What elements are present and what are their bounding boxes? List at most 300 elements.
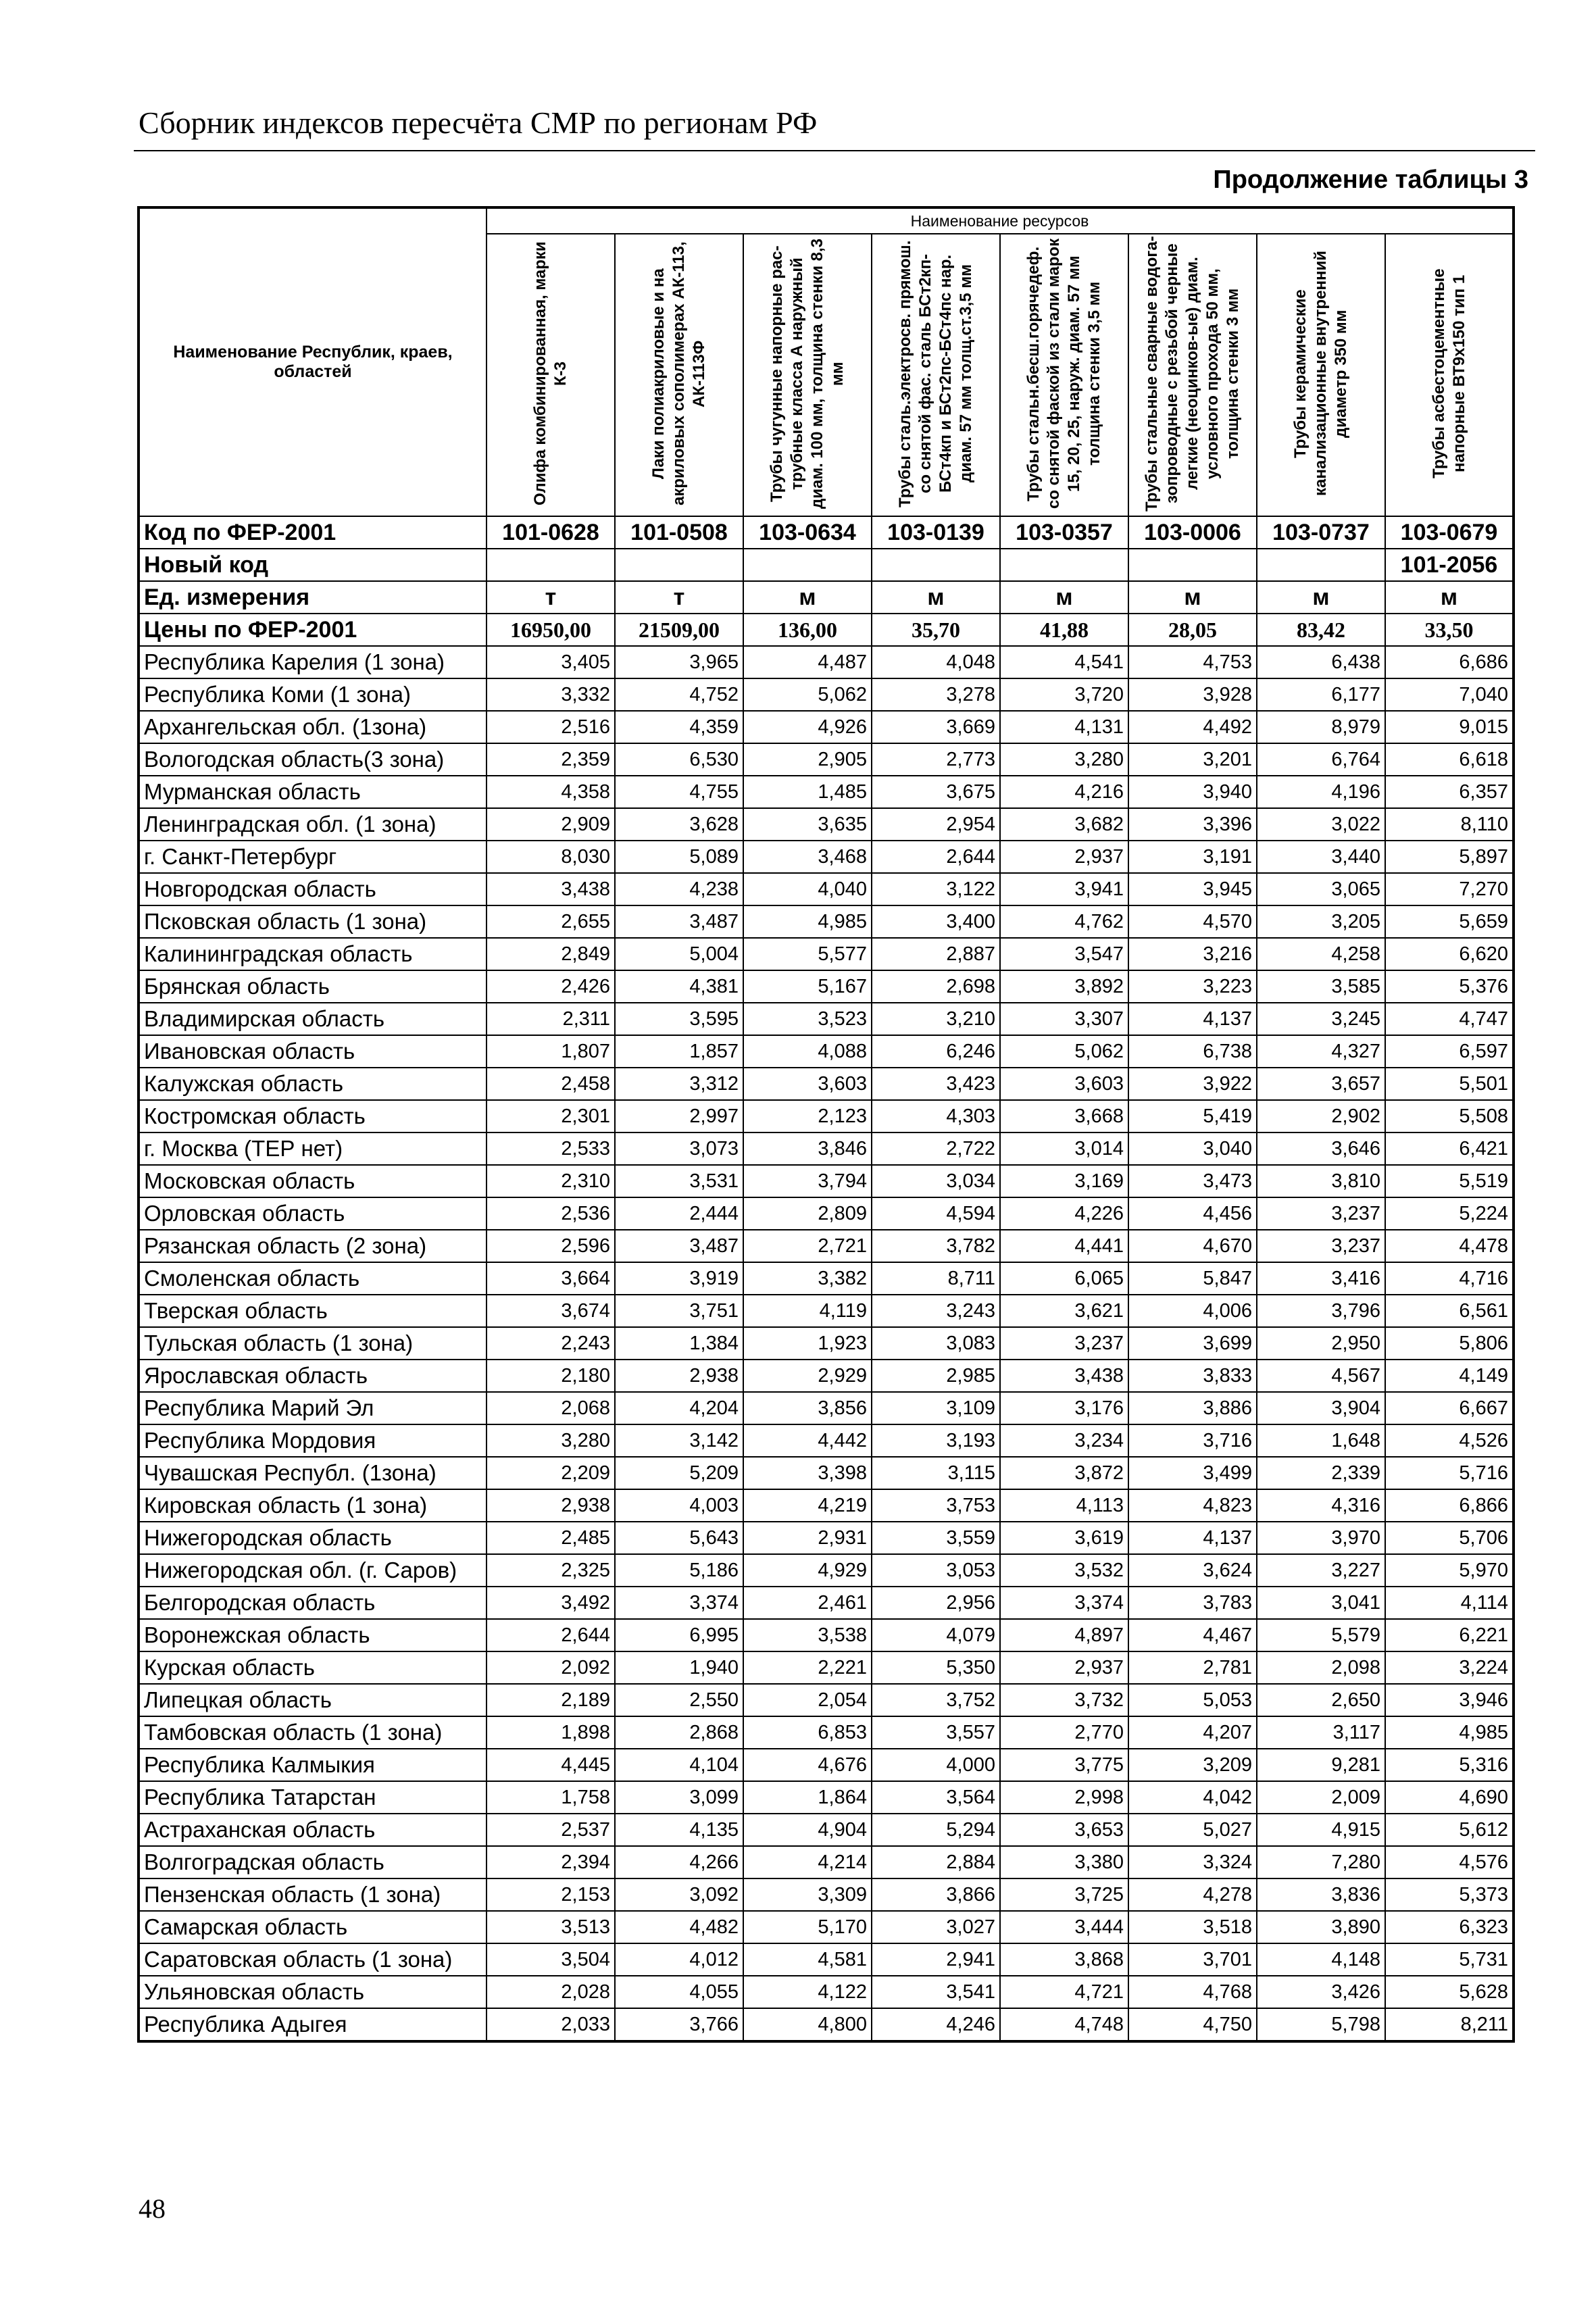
index-value-cell: 6,866	[1385, 1489, 1514, 1522]
index-value-cell: 2,485	[487, 1522, 615, 1554]
index-value-cell: 3,669	[872, 711, 1000, 743]
index-value-cell: 3,210	[872, 1003, 1000, 1035]
table-row	[139, 1295, 1514, 1327]
index-value-cell: 2,887	[872, 938, 1000, 970]
index-value-cell: 4,003	[615, 1489, 743, 1522]
fer-code-cell: 103-0634	[743, 516, 872, 549]
index-value-cell: 3,227	[1257, 1554, 1385, 1587]
index-value-cell: 4,238	[615, 873, 743, 905]
index-value-cell: 3,022	[1257, 808, 1385, 841]
column-header-text: Трубы керамические канализационные внутренний диаметр 350 мм	[1291, 251, 1350, 496]
index-value-cell: 6,561	[1385, 1295, 1514, 1327]
index-value-cell: 4,445	[487, 1749, 615, 1781]
index-value-cell: 6,738	[1128, 1035, 1257, 1068]
table-row	[139, 1587, 1514, 1619]
index-value-cell: 2,985	[872, 1360, 1000, 1392]
table-row	[139, 1100, 1514, 1132]
index-value-cell: 3,374	[1000, 1587, 1128, 1619]
index-value-cell: 6,618	[1385, 743, 1514, 776]
index-value-cell: 4,006	[1128, 1295, 1257, 1327]
index-value-cell: 4,000	[872, 1749, 1000, 1781]
index-value-cell: 5,508	[1385, 1100, 1514, 1132]
index-value-cell: 4,216	[1000, 776, 1128, 808]
index-value-cell: 3,034	[872, 1165, 1000, 1197]
price-cell: 41,88	[1000, 614, 1128, 646]
index-value-cell: 4,226	[1000, 1197, 1128, 1230]
index-value-cell: 3,532	[1000, 1554, 1128, 1587]
new-code-cell	[1128, 549, 1257, 581]
price-label: Цены по ФЕР-2001	[139, 614, 487, 646]
index-value-cell: 5,316	[1385, 1749, 1514, 1781]
region-name: Ярославская область	[139, 1360, 487, 1392]
index-value-cell: 4,762	[1000, 905, 1128, 938]
index-value-cell: 5,167	[743, 970, 872, 1003]
index-value-cell: 3,201	[1128, 743, 1257, 776]
index-value-cell: 2,209	[487, 1457, 615, 1489]
index-value-cell: 4,721	[1000, 1976, 1128, 2008]
index-value-cell: 1,485	[743, 776, 872, 808]
region-name: Республика Коми (1 зона)	[139, 678, 487, 711]
index-value-cell: 4,042	[1128, 1781, 1257, 1814]
index-value-cell: 4,316	[1257, 1489, 1385, 1522]
table-row	[139, 938, 1514, 970]
index-value-cell: 3,653	[1000, 1814, 1128, 1846]
index-value-cell: 4,570	[1128, 905, 1257, 938]
index-value-cell: 5,294	[872, 1814, 1000, 1846]
index-value-cell: 3,487	[615, 1230, 743, 1262]
index-value-cell: 6,597	[1385, 1035, 1514, 1068]
index-value-cell: 3,224	[1385, 1651, 1514, 1684]
index-value-cell: 5,419	[1128, 1100, 1257, 1132]
page-header-title: Сборник индексов пересчёта СМР по регионам РФ	[139, 105, 818, 140]
region-name: Калининградская область	[139, 938, 487, 970]
index-value-cell: 4,303	[872, 1100, 1000, 1132]
index-value-cell: 3,237	[1257, 1230, 1385, 1262]
index-value-cell: 9,015	[1385, 711, 1514, 743]
index-value-cell: 4,716	[1385, 1262, 1514, 1295]
index-value-cell: 4,149	[1385, 1360, 1514, 1392]
index-value-cell: 2,998	[1000, 1781, 1128, 1814]
index-value-cell: 2,937	[1000, 841, 1128, 873]
index-value-cell: 4,750	[1128, 2008, 1257, 2041]
index-value-cell: 4,088	[743, 1035, 872, 1068]
unit-cell: м	[872, 581, 1000, 614]
region-name: Воронежская область	[139, 1619, 487, 1651]
price-cell: 21509,00	[615, 614, 743, 646]
index-value-cell: 7,270	[1385, 873, 1514, 905]
index-value-cell: 3,682	[1000, 808, 1128, 841]
page-number: 48	[139, 2193, 166, 2224]
region-name: Республика Калмыкия	[139, 1749, 487, 1781]
index-value-cell: 4,104	[615, 1749, 743, 1781]
index-value-cell: 3,092	[615, 1878, 743, 1911]
index-value-cell: 4,207	[1128, 1716, 1257, 1749]
index-value-cell: 5,577	[743, 938, 872, 970]
index-value-cell: 1,898	[487, 1716, 615, 1749]
index-value-cell: 4,926	[743, 711, 872, 743]
index-value-cell: 3,380	[1000, 1846, 1128, 1878]
index-value-cell: 3,487	[615, 905, 743, 938]
index-value-cell: 1,864	[743, 1781, 872, 1814]
index-value-cell: 3,027	[872, 1911, 1000, 1943]
region-name: Московская область	[139, 1165, 487, 1197]
table-row	[139, 905, 1514, 938]
index-value-cell: 3,396	[1128, 808, 1257, 841]
table-row	[139, 1554, 1514, 1587]
table-row	[139, 1749, 1514, 1781]
fer-code-cell: 103-0139	[872, 516, 1000, 549]
index-value-cell: 1,940	[615, 1651, 743, 1684]
header-row-group	[139, 207, 1514, 234]
column-header-text: Лаки полиакриловые и на акриловых сополимерах АК-113, АК-113Ф	[649, 241, 708, 505]
unit-cell: м	[1128, 581, 1257, 614]
index-value-cell: 4,482	[615, 1911, 743, 1943]
index-value-cell: 4,258	[1257, 938, 1385, 970]
region-name: Тверская область	[139, 1295, 487, 1327]
index-value-cell: 4,904	[743, 1814, 872, 1846]
table-continuation-label: Продолжение таблицы 3	[1213, 166, 1528, 194]
index-value-cell: 3,083	[872, 1327, 1000, 1360]
new-code-cell	[1257, 549, 1385, 581]
index-value-cell: 2,098	[1257, 1651, 1385, 1684]
index-value-cell: 3,374	[615, 1587, 743, 1619]
column-header	[872, 234, 1000, 516]
index-value-cell: 3,836	[1257, 1878, 1385, 1911]
index-value-cell: 2,536	[487, 1197, 615, 1230]
index-value-cell: 4,487	[743, 646, 872, 678]
index-value-cell: 3,117	[1257, 1716, 1385, 1749]
index-value-cell: 2,153	[487, 1878, 615, 1911]
index-value-cell: 3,668	[1000, 1100, 1128, 1132]
index-value-cell: 3,169	[1000, 1165, 1128, 1197]
index-value-cell: 7,280	[1257, 1846, 1385, 1878]
region-name: Республика Татарстан	[139, 1781, 487, 1814]
region-name: Нижегородская обл. (г. Саров)	[139, 1554, 487, 1587]
table-row	[139, 1846, 1514, 1878]
index-value-cell: 2,311	[487, 1003, 615, 1035]
column-header-text: Трубы стальн.бесш.горячедеф. со снятой фаской из стали марок 15, 20, 25, наруж. диам. 57 мм толщина стенки 3,5 мм	[1024, 238, 1103, 509]
index-value-cell: 4,748	[1000, 2008, 1128, 2041]
index-value-cell: 1,648	[1257, 1424, 1385, 1457]
index-value-cell: 2,902	[1257, 1100, 1385, 1132]
index-value-cell: 5,373	[1385, 1878, 1514, 1911]
index-value-cell: 6,065	[1000, 1262, 1128, 1295]
price-cell: 16950,00	[487, 614, 615, 646]
fer-code-label: Код по ФЕР-2001	[139, 516, 487, 549]
index-value-cell: 4,359	[615, 711, 743, 743]
index-value-cell: 7,040	[1385, 678, 1514, 711]
column-header	[1128, 234, 1257, 516]
index-value-cell: 3,040	[1128, 1132, 1257, 1165]
index-value-cell: 4,929	[743, 1554, 872, 1587]
index-value-cell: 3,513	[487, 1911, 615, 1943]
index-value-cell: 2,956	[872, 1587, 1000, 1619]
index-value-cell: 3,014	[1000, 1132, 1128, 1165]
region-name: г. Санкт-Петербург	[139, 841, 487, 873]
index-value-cell: 3,701	[1128, 1943, 1257, 1976]
index-value-cell: 5,170	[743, 1911, 872, 1943]
index-value-cell: 3,635	[743, 808, 872, 841]
index-value-cell: 5,004	[615, 938, 743, 970]
index-value-cell: 2,325	[487, 1554, 615, 1587]
index-value-cell: 6,177	[1257, 678, 1385, 711]
fer-code-cell: 103-0006	[1128, 516, 1257, 549]
index-value-cell: 2,938	[615, 1360, 743, 1392]
index-value-cell: 3,438	[487, 873, 615, 905]
table-row	[139, 873, 1514, 905]
index-value-cell: 3,216	[1128, 938, 1257, 970]
index-value-cell: 4,079	[872, 1619, 1000, 1651]
index-value-cell: 2,550	[615, 1684, 743, 1716]
index-value-cell: 3,940	[1128, 776, 1257, 808]
index-value-cell: 2,997	[615, 1100, 743, 1132]
table-row	[139, 1392, 1514, 1424]
table-row	[139, 776, 1514, 808]
index-value-cell: 4,752	[615, 678, 743, 711]
index-value-cell: 8,110	[1385, 808, 1514, 841]
index-value-cell: 3,646	[1257, 1132, 1385, 1165]
index-value-cell: 2,884	[872, 1846, 1000, 1878]
table-row	[139, 1522, 1514, 1554]
table-row	[139, 1035, 1514, 1068]
index-value-cell: 3,307	[1000, 1003, 1128, 1035]
index-value-cell: 3,868	[1000, 1943, 1128, 1976]
index-value-cell: 2,054	[743, 1684, 872, 1716]
index-value-cell: 5,209	[615, 1457, 743, 1489]
table-row	[139, 1489, 1514, 1522]
column-header	[1385, 234, 1514, 516]
table-row	[139, 1457, 1514, 1489]
table-row	[139, 1003, 1514, 1035]
column-header-text: Олифа комбинированная, марки К-3	[531, 241, 570, 505]
index-value-cell: 3,332	[487, 678, 615, 711]
index-value-cell: 2,849	[487, 938, 615, 970]
index-value-cell: 2,868	[615, 1716, 743, 1749]
index-value-cell: 3,753	[872, 1489, 1000, 1522]
index-value-cell: 1,923	[743, 1327, 872, 1360]
table-row	[139, 1976, 1514, 2008]
index-value-cell: 3,796	[1257, 1295, 1385, 1327]
table-row	[139, 1230, 1514, 1262]
index-value-cell: 6,421	[1385, 1132, 1514, 1165]
index-value-cell: 3,965	[615, 646, 743, 678]
index-value-cell: 3,468	[743, 841, 872, 873]
fer-code-row	[139, 516, 1514, 549]
region-name: Белгородская область	[139, 1587, 487, 1619]
index-value-cell: 5,501	[1385, 1068, 1514, 1100]
index-value-cell: 3,699	[1128, 1327, 1257, 1360]
index-value-cell: 3,280	[487, 1424, 615, 1457]
index-value-cell: 5,806	[1385, 1327, 1514, 1360]
index-value-cell: 6,853	[743, 1716, 872, 1749]
unit-cell: м	[1385, 581, 1514, 614]
index-value-cell: 3,945	[1128, 873, 1257, 905]
index-value-cell: 3,193	[872, 1424, 1000, 1457]
new-code-cell	[743, 549, 872, 581]
index-value-cell: 5,716	[1385, 1457, 1514, 1489]
index-value-cell: 4,442	[743, 1424, 872, 1457]
index-value-cell: 3,664	[487, 1262, 615, 1295]
index-value-cell: 3,541	[872, 1976, 1000, 2008]
index-value-cell: 1,857	[615, 1035, 743, 1068]
index-value-cell: 4,148	[1257, 1943, 1385, 1976]
index-value-cell: 2,033	[487, 2008, 615, 2041]
index-value-cell: 8,711	[872, 1262, 1000, 1295]
price-cell: 33,50	[1385, 614, 1514, 646]
index-value-cell: 4,048	[872, 646, 1000, 678]
region-name: Курская область	[139, 1651, 487, 1684]
index-value-cell: 5,897	[1385, 841, 1514, 873]
index-value-cell: 5,089	[615, 841, 743, 873]
table-row	[139, 1716, 1514, 1749]
table-row	[139, 1943, 1514, 1976]
index-value-cell: 4,594	[872, 1197, 1000, 1230]
index-value-cell: 4,131	[1000, 711, 1128, 743]
index-value-cell: 6,764	[1257, 743, 1385, 776]
index-value-cell: 3,041	[1257, 1587, 1385, 1619]
index-value-cell: 3,492	[487, 1587, 615, 1619]
index-value-cell: 3,890	[1257, 1911, 1385, 1943]
index-value-cell: 3,115	[872, 1457, 1000, 1489]
index-value-cell: 3,970	[1257, 1522, 1385, 1554]
table-row	[139, 1132, 1514, 1165]
table-row	[139, 1197, 1514, 1230]
index-value-cell: 2,310	[487, 1165, 615, 1197]
table-row	[139, 646, 1514, 678]
index-value-cell: 3,846	[743, 1132, 872, 1165]
index-value-cell: 3,603	[1000, 1068, 1128, 1100]
index-value-cell: 1,384	[615, 1327, 743, 1360]
column-header	[487, 234, 615, 516]
index-value-cell: 4,381	[615, 970, 743, 1003]
index-value-cell: 3,426	[1257, 1976, 1385, 2008]
index-value-cell: 2,444	[615, 1197, 743, 1230]
index-value-cell: 4,135	[615, 1814, 743, 1846]
index-value-cell: 5,224	[1385, 1197, 1514, 1230]
index-value-cell: 3,416	[1257, 1262, 1385, 1295]
unit-label: Ед. измерения	[139, 581, 487, 614]
index-value-cell: 2,941	[872, 1943, 1000, 1976]
new-code-cell	[872, 549, 1000, 581]
index-value-cell: 3,382	[743, 1262, 872, 1295]
index-value-cell: 4,040	[743, 873, 872, 905]
index-value-cell: 2,721	[743, 1230, 872, 1262]
index-value-cell: 3,073	[615, 1132, 743, 1165]
index-value-cell: 2,938	[487, 1489, 615, 1522]
index-value-cell: 3,444	[1000, 1911, 1128, 1943]
index-value-cell: 4,690	[1385, 1781, 1514, 1814]
region-name: Республика Карелия (1 зона)	[139, 646, 487, 678]
index-value-cell: 4,119	[743, 1295, 872, 1327]
index-value-cell: 4,137	[1128, 1003, 1257, 1035]
table-row	[139, 1262, 1514, 1295]
fer-code-cell: 101-0628	[487, 516, 615, 549]
region-name: Калужская область	[139, 1068, 487, 1100]
column-header	[743, 234, 872, 516]
index-value-cell: 6,221	[1385, 1619, 1514, 1651]
index-value-cell: 5,376	[1385, 970, 1514, 1003]
new-code-cell: 101-2056	[1385, 549, 1514, 581]
index-value-cell: 3,237	[1000, 1327, 1128, 1360]
table-row	[139, 1327, 1514, 1360]
index-value-cell: 4,823	[1128, 1489, 1257, 1522]
index-value-cell: 4,055	[615, 1976, 743, 2008]
index-value-cell: 3,176	[1000, 1392, 1128, 1424]
region-name: Волгоградская область	[139, 1846, 487, 1878]
fer-code-cell: 103-0357	[1000, 516, 1128, 549]
index-value-cell: 4,246	[872, 2008, 1000, 2041]
region-name: Тульская область (1 зона)	[139, 1327, 487, 1360]
price-cell: 35,70	[872, 614, 1000, 646]
index-value-cell: 3,856	[743, 1392, 872, 1424]
table-row	[139, 711, 1514, 743]
index-value-cell: 3,946	[1385, 1684, 1514, 1716]
region-name: Вологодская область(3 зона)	[139, 743, 487, 776]
index-value-cell: 2,698	[872, 970, 1000, 1003]
table-row	[139, 808, 1514, 841]
index-value-cell: 3,751	[615, 1295, 743, 1327]
index-value-cell: 4,897	[1000, 1619, 1128, 1651]
index-value-cell: 3,237	[1257, 1197, 1385, 1230]
index-value-cell: 3,504	[487, 1943, 615, 1976]
new-code-cell	[487, 549, 615, 581]
index-value-cell: 5,027	[1128, 1814, 1257, 1846]
index-value-cell: 2,781	[1128, 1651, 1257, 1684]
index-value-cell: 3,209	[1128, 1749, 1257, 1781]
index-value-cell: 3,941	[1000, 873, 1128, 905]
unit-cell: м	[743, 581, 872, 614]
index-value-cell: 4,747	[1385, 1003, 1514, 1035]
index-value-cell: 6,357	[1385, 776, 1514, 808]
index-value-cell: 3,518	[1128, 1911, 1257, 1943]
index-value-cell: 3,099	[615, 1781, 743, 1814]
index-value-cell: 2,909	[487, 808, 615, 841]
index-value-cell: 4,456	[1128, 1197, 1257, 1230]
index-value-cell: 2,359	[487, 743, 615, 776]
price-cell: 83,42	[1257, 614, 1385, 646]
index-value-cell: 3,440	[1257, 841, 1385, 873]
index-value-cell: 4,985	[743, 905, 872, 938]
index-value-cell: 4,113	[1000, 1489, 1128, 1522]
index-value-cell: 2,596	[487, 1230, 615, 1262]
index-value-cell: 4,576	[1385, 1846, 1514, 1878]
unit-cell: м	[1000, 581, 1128, 614]
table-row	[139, 1165, 1514, 1197]
index-value-cell: 3,716	[1128, 1424, 1257, 1457]
index-value-cell: 2,931	[743, 1522, 872, 1554]
index-value-cell: 6,438	[1257, 646, 1385, 678]
region-name: Кировская область (1 зона)	[139, 1489, 487, 1522]
index-value-cell: 3,833	[1128, 1360, 1257, 1392]
index-value-cell: 3,557	[872, 1716, 1000, 1749]
index-value-cell: 6,323	[1385, 1911, 1514, 1943]
unit-cell: м	[1257, 581, 1385, 614]
index-value-cell: 4,768	[1128, 1976, 1257, 2008]
price-cell: 28,05	[1128, 614, 1257, 646]
index-value-cell: 5,612	[1385, 1814, 1514, 1846]
index-value-cell: 3,919	[615, 1262, 743, 1295]
index-value-cell: 2,722	[872, 1132, 1000, 1165]
column-header-text: Трубы чугунные напорные рас-трубные класса А наружный диам. 100 мм, толщина стенки 8,3 мм	[768, 238, 847, 509]
index-value-cell: 3,438	[1000, 1360, 1128, 1392]
index-value-cell: 3,866	[872, 1878, 1000, 1911]
index-value-cell: 4,012	[615, 1943, 743, 1976]
index-value-cell: 5,706	[1385, 1522, 1514, 1554]
index-value-cell: 5,643	[615, 1522, 743, 1554]
new-code-cell	[615, 549, 743, 581]
index-value-cell: 2,028	[487, 1976, 615, 2008]
column-header-text: Трубы асбестоцементные напорные ВТ9х150 тип 1	[1429, 268, 1468, 478]
